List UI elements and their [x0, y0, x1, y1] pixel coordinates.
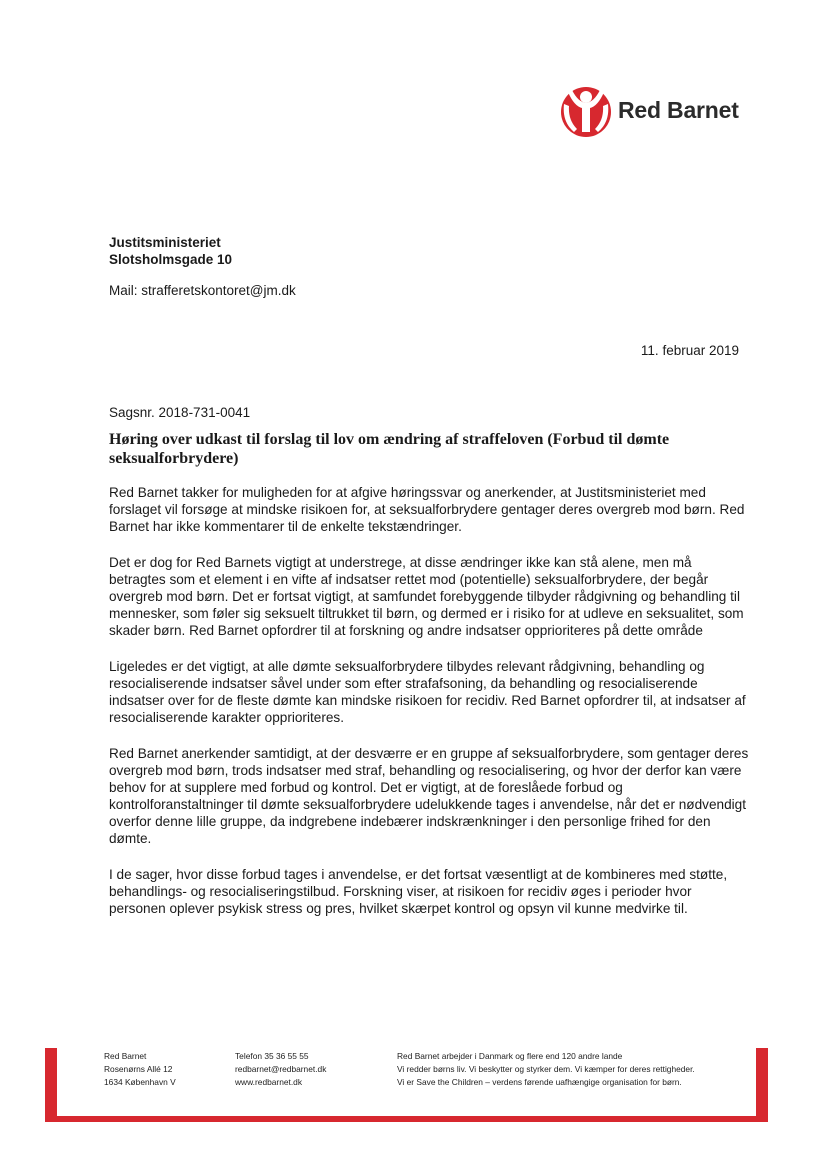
footer-line: Rosenørns Allé 12 — [104, 1064, 173, 1074]
footer-phone: Telefon 35 36 55 55 — [235, 1051, 309, 1061]
red-barnet-logo — [560, 82, 739, 138]
paragraph: I de sager, hvor disse forbud tages i anvendelse, er det fortsat væsentligt at de kombineres med støtte, behandlings- og resocialiseringstilbud. Forskning viser, at risikoen for recidiv øges i perioder hvor personen oplever psykisk stress og pres, hvilket skærpet kontrol og opsyn vil kunne medvirke til. — [109, 867, 728, 916]
paragraph: Red Barnet takker for muligheden for at afgive høringssvar og anerkender, at Justitsministeriet med forslaget vil forsøge at mindske risikoen for, at seksualforbrydere gentager deres overgreb mod børn. Red Barnet har ikke kommentarer til de enkelte tekstændringer. — [109, 485, 745, 534]
recipient-mail: Mail: strafferetskontoret@jm.dk — [109, 283, 296, 298]
footer-address — [104, 1050, 176, 1089]
paragraph: Ligeledes er det vigtigt, at alle dømte seksualforbrydere tilbydes relevant rådgivning, behandling og resocialiserende indsatser såvel under som efter strafafsoning, da behandling og resocialiserende indsatser over for de fleste dømte kan mindske risikoen for recidiv. Red Barnet opfordrer til, at indsatser af resocialiserende karakter opprioriteres. — [109, 659, 746, 725]
letter-title: Høring over udkast til forslag til lov om ændring af straffeloven (Forbud til dømte seksualforbrydere) — [109, 431, 670, 467]
footer-line: Red Barnet arbejder i Danmark og flere end 120 andre lande — [397, 1051, 623, 1061]
paragraph: Red Barnet anerkender samtidigt, at der desværre er en gruppe af seksualforbrydere, som gentager deres overgreb mod børn, trods indsatser med straf, behandling og resocialisering, og hvor der derfor kan være behov for at supplere med forbud og kontrol. Det er vigtigt, at de foreslåede forbud og kontrolforanstaltninger til dømte seksualforbrydere udelukkende tages i anvendelse, når det er nødvendigt overfor denne lille gruppe, da indgrebene indebærer indskrænkninger i den personlige frihed for den dømte. — [109, 746, 749, 846]
letter-date: 11. februar 2019 — [640, 343, 739, 358]
logo-text: Red Barnet — [618, 96, 739, 123]
footer-email: redbarnet@redbarnet.dk — [235, 1064, 327, 1074]
recipient-address — [109, 234, 232, 268]
letter-footer — [45, 1048, 768, 1122]
footer-mission — [397, 1050, 695, 1089]
footer-line: 1634 København V — [104, 1077, 176, 1087]
paragraph: Det er dog for Red Barnets vigtigt at understrege, at disse ændringer ikke kan stå alene, men må betragtes som et element i en vifte af indsatser rettet mod (potentielle) seksualforbrydere, der begår overgreb mod børn. Det er fortsat vigtigt, at samfundet forebyggende tilbyder rådgivning og behandling til mennesker, som føler sig seksuelt tiltrukket til børn, og dermed er i risiko for at udleve en seksualitet, som skader børn. Red Barnet opfordrer til at forskning og andre indsatser opprioriteres på dette område — [109, 555, 744, 638]
footer-line: Vi er Save the Children – verdens førende uafhængige organisation for børn. — [397, 1077, 682, 1087]
footer-line: Vi redder børns liv. Vi beskytter og styrker dem. Vi kæmper for deres rettigheder. — [397, 1064, 695, 1074]
recipient-name: Justitsministeriet — [109, 235, 221, 250]
footer-contact — [235, 1050, 326, 1089]
footer-line: Red Barnet — [104, 1051, 147, 1061]
footer-website: www.redbarnet.dk — [235, 1077, 303, 1087]
letter-body — [109, 484, 749, 936]
case-number: Sagsnr. 2018-731-0041 — [109, 405, 251, 420]
child-figure-icon — [560, 82, 612, 138]
recipient-street: Slotsholmsgade 10 — [109, 252, 233, 267]
